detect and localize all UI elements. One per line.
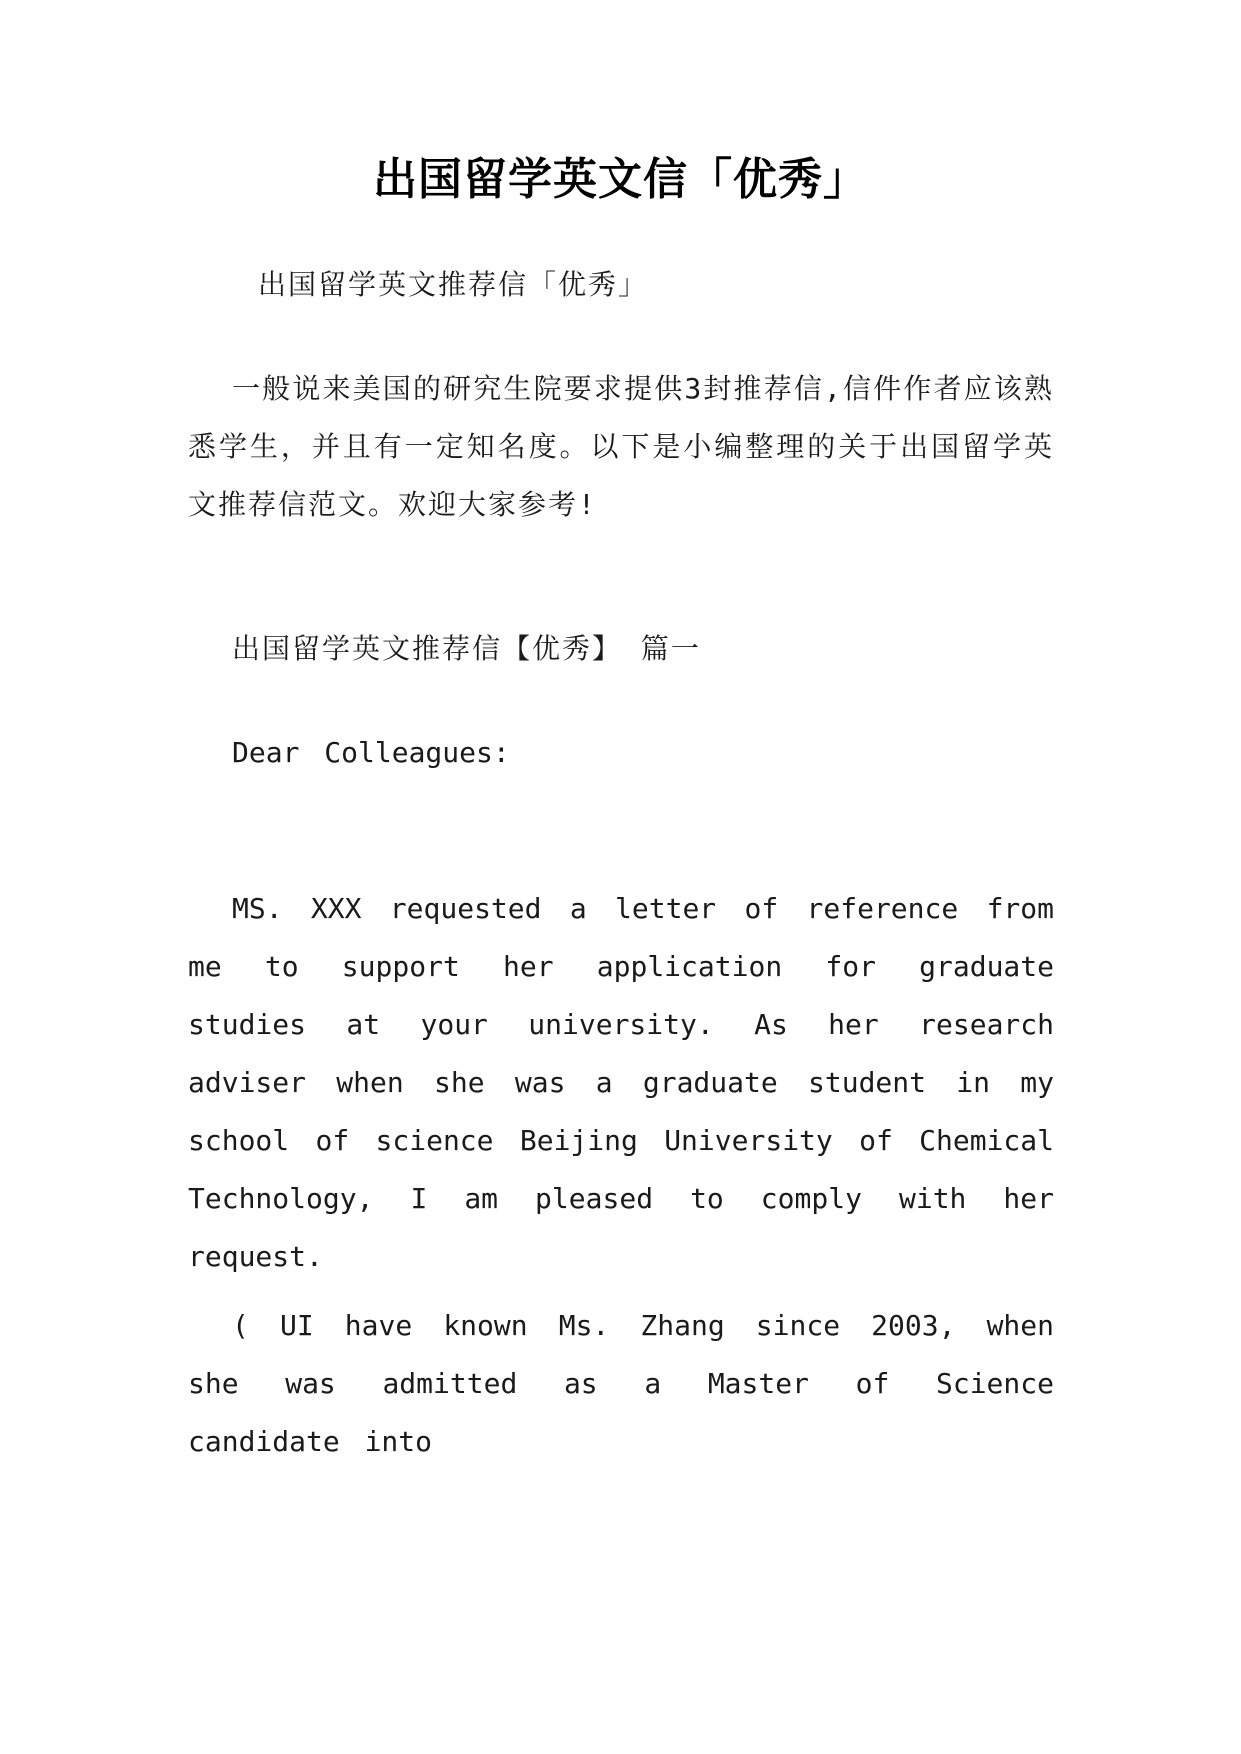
body-paragraph-1: MS. XXX requested a letter of reference from me to support her application for graduate studies at your university. As her research adviser when she was a graduate student in my school of science Beijing University of Chemical Technology, I am pleased to comply with her request. [188,892,1054,1273]
intro-paragraph: 一般说来美国的研究生院要求提供3封推荐信,信件作者应该熟悉学生，并且有一定知名度。以下是小编整理的关于出国留学英文推荐信范文。欢迎大家参考! [188,372,1054,521]
document-subtitle: 出国留学英文推荐信「优秀」 [258,268,649,301]
salutation: Dear Colleagues: [232,736,510,769]
section-heading: 出国留学英文推荐信【优秀】 篇一 [232,632,701,665]
document-title: 出国留学英文信「优秀」 [373,154,868,205]
body-paragraph-2: ( UI have known Ms. Zhang since 2003, when she was admitted as a Master of Science candidate into [188,1309,1054,1458]
